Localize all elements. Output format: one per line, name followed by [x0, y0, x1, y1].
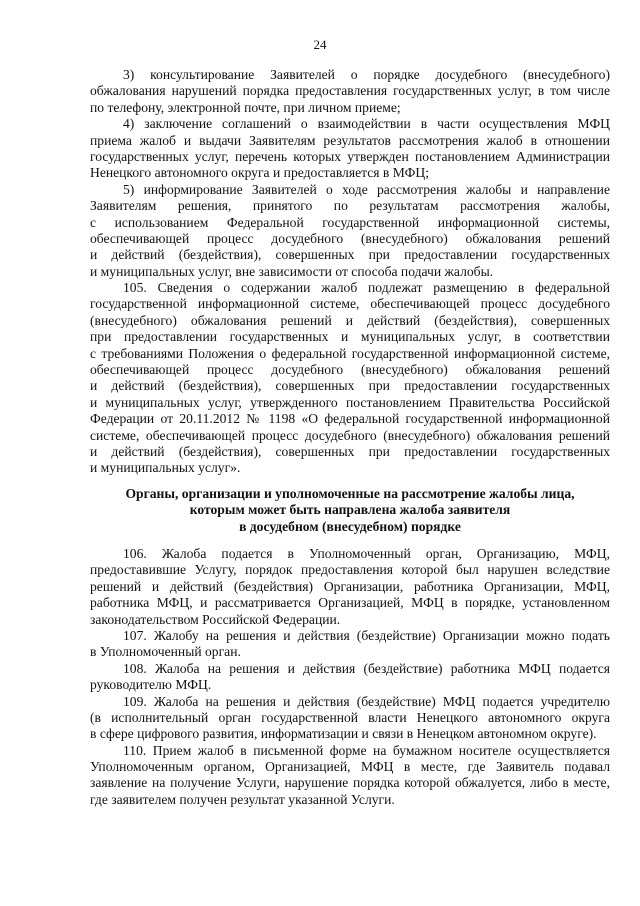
paragraph — [90, 661, 610, 694]
text-line: в Уполномоченный орган. — [90, 644, 241, 660]
text-line: Ненецкого автономного округа и предоставляется в МФЦ; — [90, 165, 429, 181]
paragraph — [90, 743, 610, 809]
text-line: (в исполнительный орган государственной власти Ненецкого автономного округа — [90, 709, 610, 725]
section-heading — [90, 486, 610, 535]
paragraph — [90, 116, 610, 182]
document-body-upper — [90, 67, 610, 477]
paragraph — [90, 280, 610, 477]
paragraph — [90, 182, 610, 280]
text-line: Федерации от 20.11.2012 № 1198 «О федеральной государственной информационной — [90, 411, 610, 427]
text-line: при предоставлении государственных и муниципальных услуг, в соответствии — [90, 329, 610, 345]
text-line: государственных услуг, перечень которых утвержден постановлением Администрации — [90, 148, 610, 164]
text-line: 107. Жалобу на решения и действия (бездействие) Организации можно подать — [123, 627, 610, 643]
paragraph — [90, 694, 610, 743]
text-line: 106. Жалоба подается в Уполномоченный орган, Организацию, МФЦ, — [123, 546, 610, 561]
text-line: Уполномоченным органом, Организацией, МФЦ в месте, где Заявитель подавал — [90, 759, 610, 775]
text-line: 4) заключение соглашений о взаимодействии в части осуществления МФЦ — [123, 116, 610, 132]
text-line: (внесудебного) обжалования решений и действий (бездействия), совершенных — [90, 312, 610, 328]
text-line: которым может быть направлена жалоба заявителя — [189, 502, 511, 518]
text-line: и муниципальных услуг». — [90, 460, 241, 476]
text-line: 109. Жалоба на решения и действия (бездействие) МФЦ подается учредителю — [123, 693, 610, 709]
text-line: обеспечивающей процесс досудебного (внесудебного) обжалования решений — [90, 362, 610, 378]
text-line: предоставившие Услугу, порядок предоставления которой был нарушен вследствие — [90, 562, 610, 578]
text-line: 3) консультирование Заявителей о порядке досудебного (внесудебного) — [123, 67, 610, 82]
text-line: Органы, организации и уполномоченные на рассмотрение жалобы лица, — [125, 486, 575, 501]
text-line: 5) информирование Заявителей о ходе рассмотрения жалобы и направление — [123, 181, 610, 197]
text-line: и муниципальных услуг, вне зависимости от способа подачи жалобы. — [90, 263, 494, 279]
text-line: и муниципальных услуг, утвержденного постановлением Правительства Российской — [90, 394, 610, 410]
page-number: 24 — [313, 37, 327, 52]
text-line: решений и действий (бездействия) Организации, работника Организации, МФЦ, — [90, 578, 610, 594]
text-line: законодательством Российской Федерации. — [90, 611, 341, 627]
text-line: 105. Сведения о содержании жалоб подлежат размещению в федеральной — [123, 280, 610, 296]
text-line: государственной информационной системе, обеспечивающей процесс досудебного — [90, 296, 610, 312]
text-line: работника МФЦ, и рассматривается Организацией, МФЦ в порядке, установленном — [90, 595, 610, 611]
text-line: в досудебном (внесудебном) порядке — [239, 518, 461, 534]
paragraph — [90, 67, 610, 116]
paragraph — [90, 546, 610, 628]
text-line: приема жалоб и выдачи Заявителям результатов рассмотрения жалоб в отношении — [90, 132, 610, 148]
text-line: руководителю МФЦ. — [90, 677, 212, 693]
paragraph — [90, 628, 610, 661]
text-line: 110. Прием жалоб в письменной форме на бумажном носителе осуществляется — [123, 742, 610, 758]
text-line: с использованием Федеральной государственной информационной системы, — [90, 214, 610, 230]
text-line: 108. Жалоба на решения и действия (бездействие) работника МФЦ подается — [123, 660, 610, 676]
text-line: где заявителем получен результат указанной Услуги. — [90, 791, 395, 807]
text-line: обеспечивающей процесс досудебного (внесудебного) обжалования решений — [90, 230, 610, 246]
text-line: и действий (бездействия), совершенных при предоставлении государственных — [90, 247, 610, 263]
text-line: и действий (бездействия), совершенных при предоставлении государственных — [90, 378, 610, 394]
text-line: по телефону, электронной почте, при личном приеме; — [90, 99, 401, 115]
text-line: системе, обеспечивающей процесс досудебного (внесудебного) обжалования решений — [90, 427, 610, 443]
document-body-lower — [90, 546, 610, 808]
text-line: с требованиями Положения о федеральной государственной информационной системе, — [90, 345, 610, 361]
text-line: заявление на получение Услуги, нарушение порядка которой обжалуется, либо в месте, — [90, 775, 610, 791]
text-line: и действий (бездействия), совершенных при предоставлении государственных — [90, 443, 610, 459]
text-line: в сфере цифрового развития, информатизации и связи в Ненецком автономном округе). — [90, 726, 597, 742]
text-line: обжалования нарушений порядка предоставления государственных услуг, в том числе — [90, 83, 610, 99]
text-line: Заявителям решения, принятого по результатам рассмотрения жалобы, — [90, 198, 610, 214]
